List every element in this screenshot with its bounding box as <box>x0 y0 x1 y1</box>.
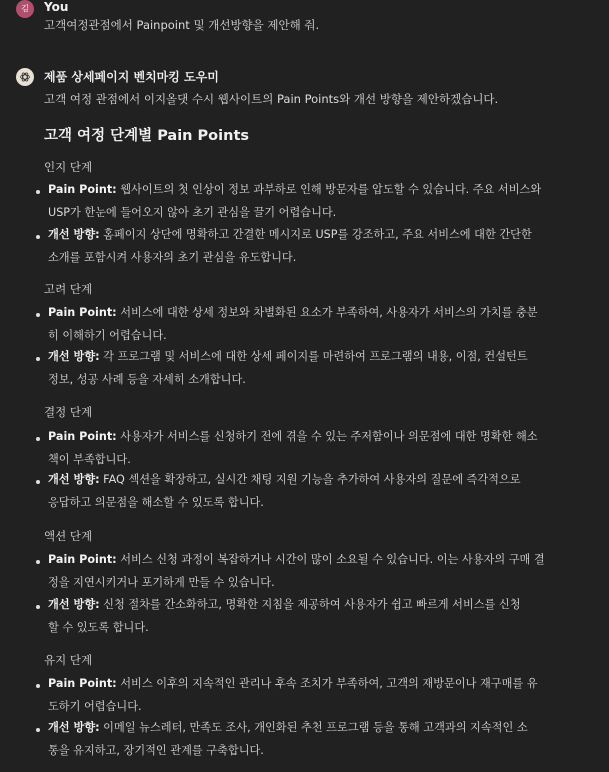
pain-point-text-cont: USP가 한눈에 들어오지 않아 초기 관심을 끌기 어렵습니다. <box>48 206 337 219</box>
user-author-name: You <box>44 0 69 14</box>
improvement-text: 이메일 뉴스레터, 만족도 조사, 개인화된 추천 프로그램 등을 통해 고객과의 지속적인 소 <box>99 721 528 734</box>
improvement-label: 개선 방향: <box>48 473 100 486</box>
improvement-label: 개선 방향: <box>48 350 100 363</box>
bullet-dot <box>36 235 40 239</box>
bullet-dot <box>36 357 40 361</box>
bullet-dot <box>36 190 40 194</box>
bullet-dot <box>36 437 40 441</box>
improvement-text: FAQ 섹션을 확장하고, 실시간 채팅 지원 기능을 추가하여 사용자의 질문에 즉각적으로 <box>99 473 521 486</box>
assistant-logo-icon <box>19 71 31 83</box>
bullet-dot <box>36 313 40 317</box>
improvement-label: 개선 방향: <box>48 598 100 611</box>
pain-point-label: Pain Point: <box>48 430 117 443</box>
pain-point-text: 서비스 이후의 지속적인 관리나 후속 조치가 부족하여, 고객의 재방문이나 재구매를 유 <box>116 677 538 690</box>
pain-point-text-cont: 정을 지연시키거나 포기하게 만들 수 있습니다. <box>48 576 275 589</box>
pain-point-text: 웹사이트의 첫 인상이 정보 과부하로 인해 방문자를 압도할 수 있습니다. 주요 서비스와 <box>116 183 542 196</box>
stage-title: 인지 단계 <box>44 160 93 174</box>
improvement-text: 각 프로그램 및 서비스에 대한 상세 페이지를 마련하여 프로그램의 내용, 이점, 컨설턴트 <box>99 350 528 363</box>
user-avatar <box>16 0 34 18</box>
stage-title: 결정 단계 <box>44 405 93 419</box>
improvement-text-cont: 응답하고 의문점을 해소할 수 있도록 합니다. <box>48 496 264 509</box>
bullet-dot <box>36 560 40 564</box>
pain-point-label: Pain Point: <box>48 677 117 690</box>
user-message-text: 고객여정관점에서 Painpoint 및 개선방향을 제안해 줘. <box>44 18 320 32</box>
improvement-text-cont: 정보, 성공 사례 등을 자세히 소개합니다. <box>48 373 246 386</box>
pain-point-text: 사용자가 서비스를 신청하기 전에 겪을 수 있는 주저함이나 의문점에 대한 명확한 해소 <box>116 430 538 443</box>
improvement-text-cont: 소개를 포함시켜 사용자의 초기 관심을 유도합니다. <box>48 251 297 264</box>
assistant-message <box>0 68 609 768</box>
pain-point-text: 서비스에 대한 상세 정보와 차별화된 요소가 부족하여, 사용자가 서비스의 가치를 충분 <box>116 306 538 319</box>
pain-point-text-cont: 히 이해하기 어렵습니다. <box>48 329 167 342</box>
improvement-text: 홈페이지 상단에 명확하고 간결한 메시지로 USP를 강조하고, 주요 서비스에 대한 간단한 <box>99 228 532 241</box>
pain-point-text-cont: 책이 부족합니다. <box>48 453 131 466</box>
improvement-label: 개선 방향: <box>48 228 100 241</box>
assistant-author-name: 제품 상세페이지 벤치마킹 도우미 <box>44 70 219 84</box>
pain-point-label: Pain Point: <box>48 183 117 196</box>
stage-title: 고려 단계 <box>44 282 93 296</box>
pain-point-label: Pain Point: <box>48 306 117 319</box>
stage-title: 액션 단계 <box>44 529 93 543</box>
bullet-dot <box>36 480 40 484</box>
user-avatar-initial: 김 <box>21 4 29 13</box>
section-heading: 고객 여정 단계별 Pain Points <box>44 128 250 144</box>
pain-point-text: 서비스 신청 과정이 복잡하거나 시간이 많이 소요될 수 있습니다. 이는 사용자의 구매 결 <box>116 553 545 566</box>
pain-point-label: Pain Point: <box>48 553 117 566</box>
improvement-label: 개선 방향: <box>48 721 100 734</box>
assistant-intro: 고객 여정 관점에서 이지올댓 수시 웹사이트의 Pain Points와 개선 방향을 제안하겠습니다. <box>44 92 499 106</box>
assistant-avatar <box>16 68 34 86</box>
bullet-dot <box>36 684 40 688</box>
improvement-text: 신청 절차를 간소화하고, 명확한 지침을 제공하여 사용자가 쉽고 빠르게 서비스를 신청 <box>99 598 521 611</box>
pain-point-text-cont: 도하기 어렵습니다. <box>48 700 142 713</box>
improvement-text-cont: 통을 유지하고, 장기적인 관계를 구축합니다. <box>48 744 264 757</box>
bullet-dot <box>36 605 40 609</box>
user-message <box>0 0 609 40</box>
stage-title: 유지 단계 <box>44 653 93 667</box>
improvement-text-cont: 할 수 있도록 합니다. <box>48 621 149 634</box>
bullet-dot <box>36 728 40 732</box>
